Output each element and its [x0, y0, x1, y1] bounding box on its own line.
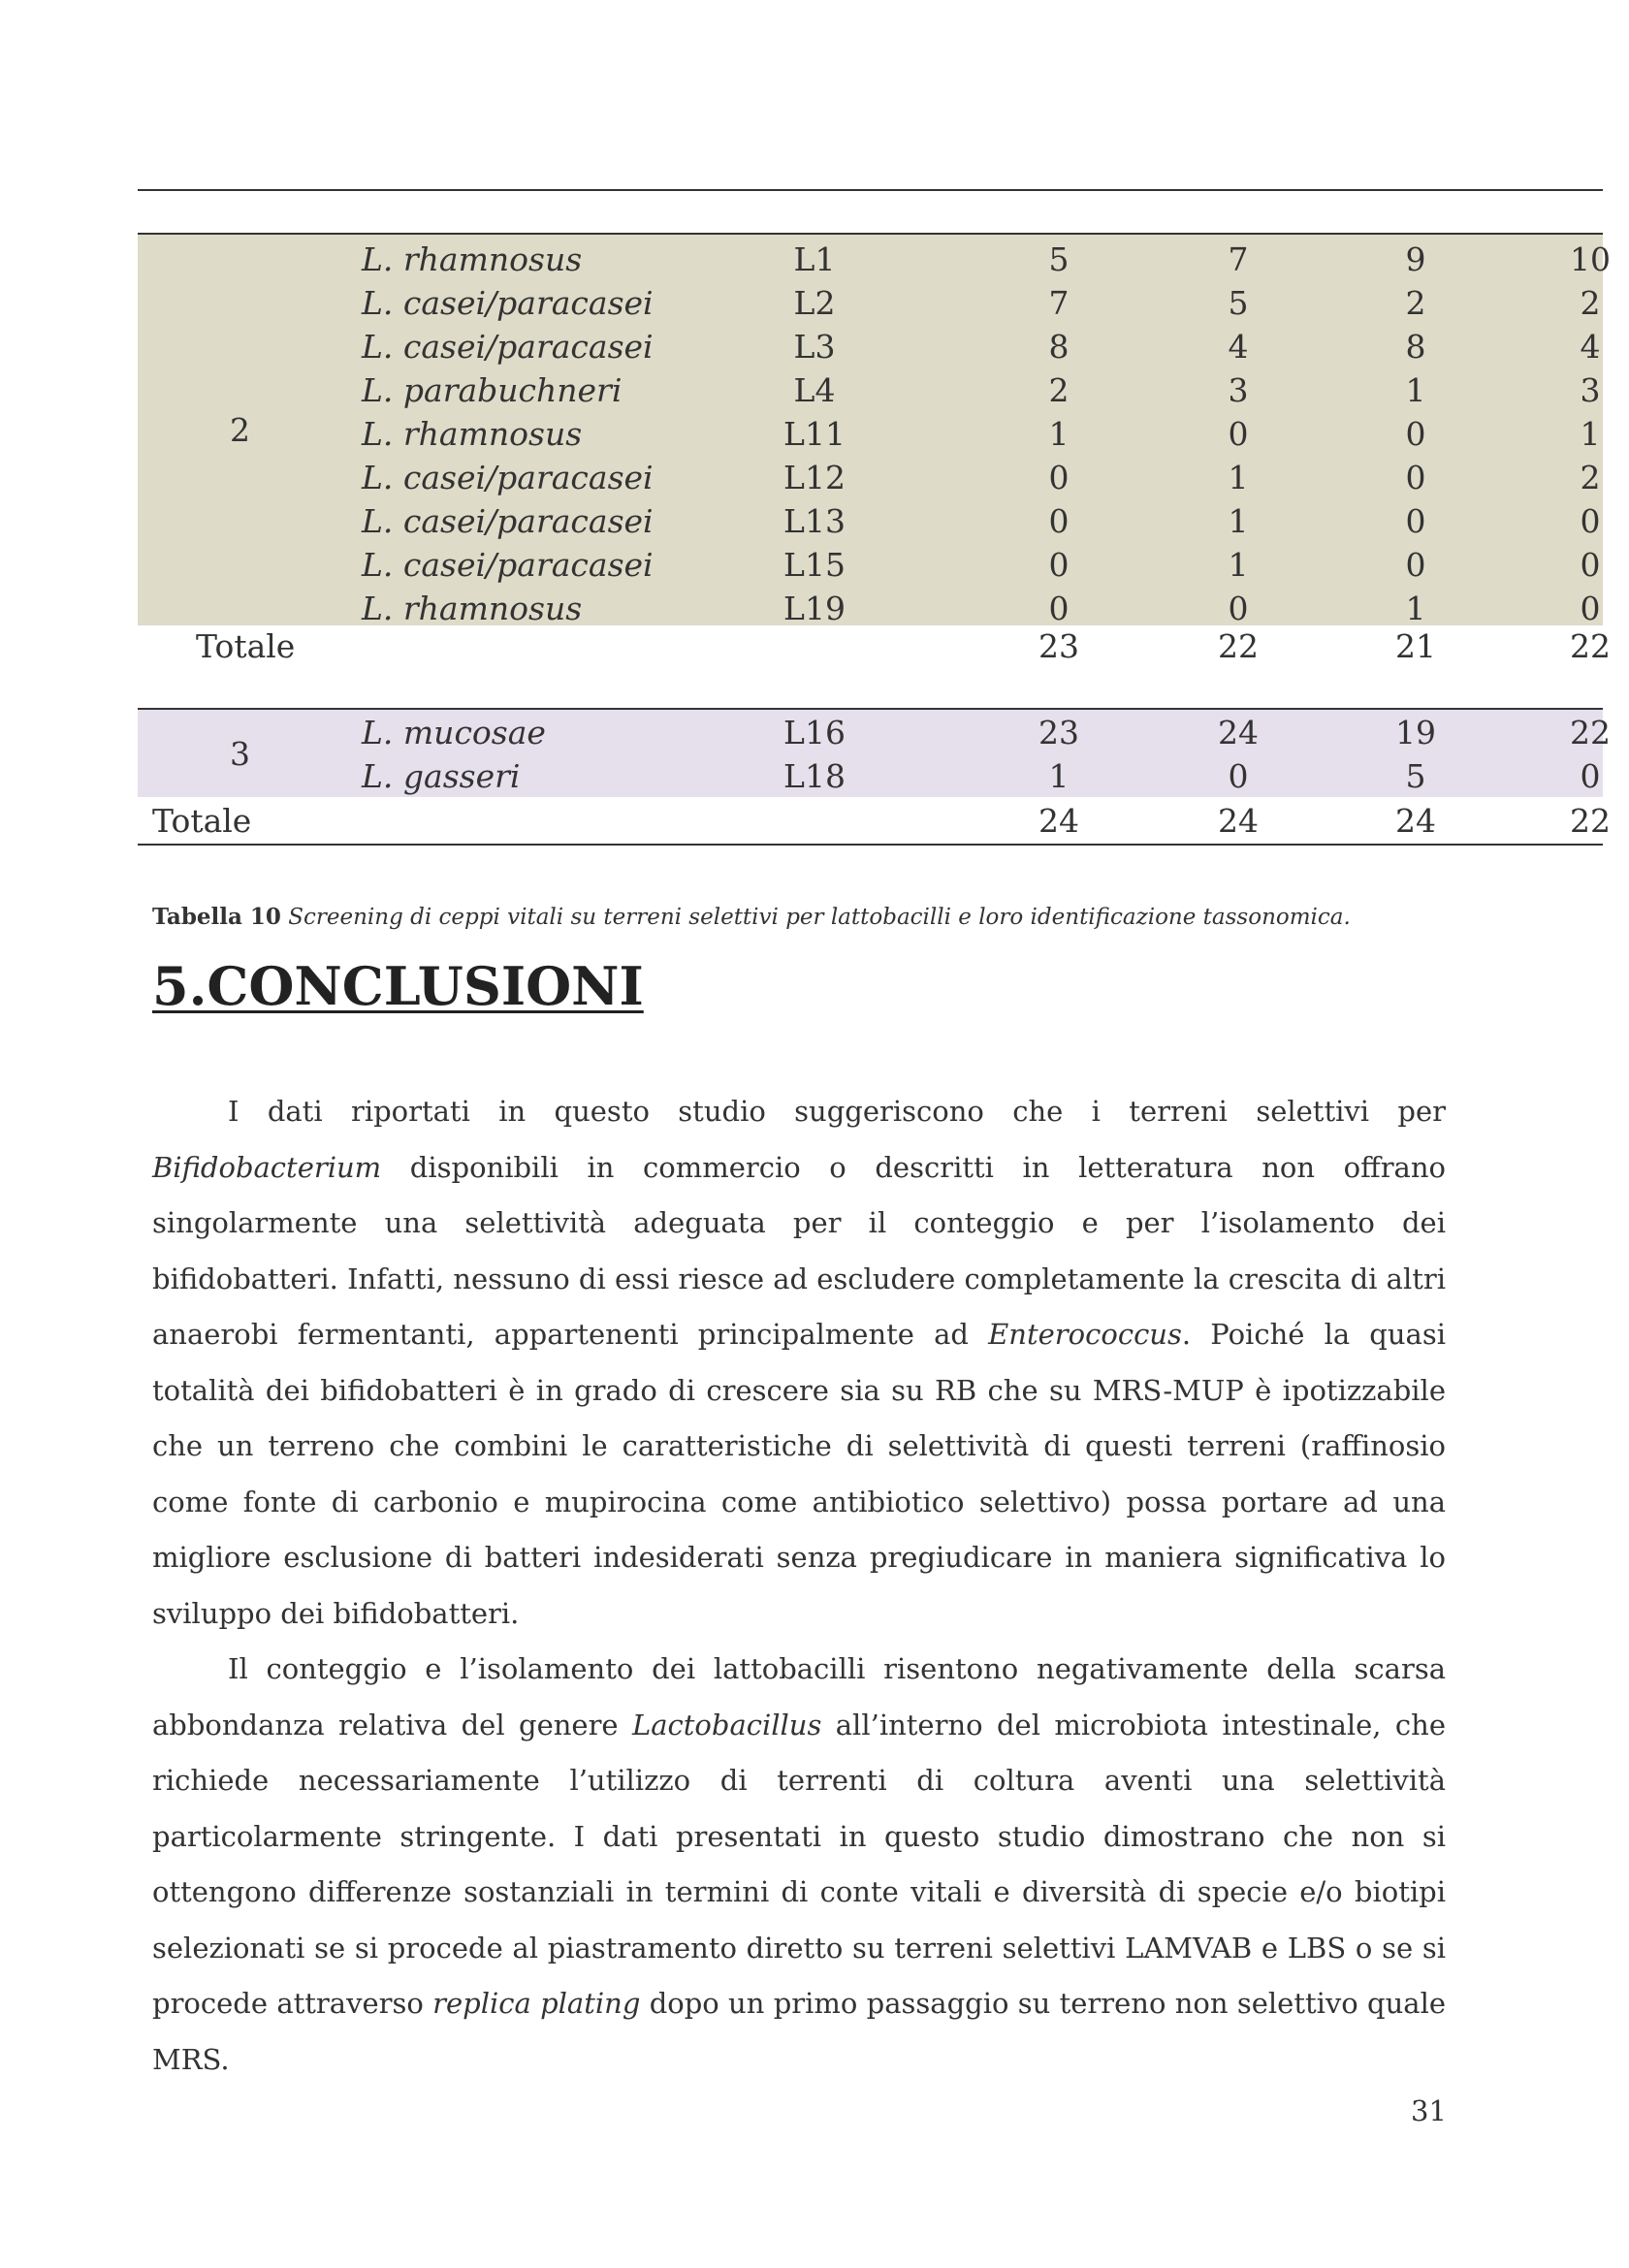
group-3-shaded-area [138, 710, 1611, 797]
text-run: disponibili in commercio o descritti in letteratura non offrano singolarmente una selettività adeguata per il conteggio e per l’isolamento dei bifidobatteri. Infatti, nessuno di essi riesce ad escludere completamente la crescita di altri anaerobi fermentanti, appartenenti principalmente ad [152, 1150, 1447, 1351]
species-cell: L. parabuchneri [362, 371, 623, 409]
text-run: dopo un primo passaggio su terreno non selettivo quale MRS. [152, 1987, 1447, 2076]
text-run: I dati riportati in questo studio suggeriscono che i terreni selettivi per [228, 1095, 1446, 1128]
table-row [138, 457, 1603, 499]
value-cell-2: 24 [1218, 714, 1259, 751]
species-cell: L. casei/paracasei [362, 328, 654, 366]
total-value-2: 22 [1218, 627, 1259, 665]
text-run: all’interno del microbiota intestinale, che richiede necessariamente l’utilizzo di terrenti di coltura aventi una selettività particolarmente stringente. I dati presentati in questo studio dimostrano che non si ottengono differenze sostanziali in termini di conte vitali e diversità di specie e/o biotipi selezionati se si procede al piastramento diretto su terreni selettivi LAMVAB e LBS o se si procede attraverso [152, 1708, 1446, 2020]
value-cell-3: 9 [1405, 240, 1426, 278]
section-heading: 5.CONCLUSIONI [152, 955, 644, 1017]
value-cell-4: 1 [1580, 415, 1601, 453]
value-cell-4: 0 [1580, 757, 1601, 795]
value-cell-4: 0 [1580, 502, 1601, 540]
table-row [138, 755, 1603, 798]
strain-code-cell: L19 [783, 590, 846, 627]
table-group-3 [138, 708, 1611, 797]
value-cell-2: 5 [1228, 284, 1249, 322]
strain-code-cell: L2 [793, 284, 836, 322]
value-cell-2: 7 [1228, 240, 1249, 278]
value-cell-3: 5 [1405, 757, 1426, 795]
species-cell: L. rhamnosus [362, 415, 583, 453]
value-cell-3: 2 [1405, 284, 1426, 322]
value-cell-4: 4 [1580, 328, 1601, 366]
value-cell-3: 1 [1405, 371, 1426, 409]
total-row [138, 800, 1611, 843]
table-caption [152, 904, 1351, 930]
value-cell-2: 1 [1228, 459, 1249, 496]
value-cell-2: 0 [1228, 590, 1249, 627]
italic-term: Lactobacillus [631, 1708, 822, 1741]
total-value-4: 22 [1570, 802, 1611, 840]
caption-text: Screening di ceppi vitali su terreni selettivi per lattobacilli e loro identificazione tassonomica. [288, 905, 1351, 930]
strain-code-cell: L11 [783, 415, 846, 453]
strain-code-cell: L3 [793, 328, 836, 366]
group-2-shaded-area [138, 235, 1611, 627]
page-number: 31 [1411, 2094, 1447, 2127]
value-cell-4: 10 [1570, 240, 1611, 278]
species-cell: L. casei/paracasei [362, 502, 654, 540]
total-row [138, 625, 1611, 668]
species-cell: L. rhamnosus [362, 240, 583, 278]
caption-label: Tabella 10 [152, 904, 281, 930]
value-cell-1: 23 [1038, 714, 1079, 751]
value-cell-1: 0 [1048, 546, 1070, 584]
table-row [138, 326, 1603, 368]
value-cell-2: 1 [1228, 502, 1249, 540]
italic-term: Bifidobacterium [152, 1150, 382, 1184]
value-cell-1: 1 [1048, 757, 1070, 795]
table-row [138, 500, 1603, 543]
species-cell: L. gasseri [362, 757, 521, 795]
species-cell: L. mucosae [362, 714, 546, 751]
value-cell-3: 0 [1405, 502, 1426, 540]
value-cell-4: 22 [1570, 714, 1611, 751]
table-bottom-rule [138, 844, 1603, 846]
value-cell-2: 1 [1228, 546, 1249, 584]
species-cell: L. casei/paracasei [362, 459, 654, 496]
table-row [138, 413, 1603, 456]
value-cell-1: 2 [1048, 371, 1070, 409]
value-cell-2: 0 [1228, 415, 1249, 453]
group-label: 3 [230, 735, 250, 773]
total-value-1: 23 [1038, 627, 1079, 665]
value-cell-3: 8 [1405, 328, 1426, 366]
table-row [138, 712, 1611, 754]
paragraph [152, 1642, 1446, 2088]
paragraph [152, 1084, 1446, 1642]
strain-code-cell: L13 [783, 502, 846, 540]
total-value-4: 22 [1570, 627, 1611, 665]
value-cell-2: 0 [1228, 757, 1249, 795]
value-cell-1: 0 [1048, 590, 1070, 627]
strain-code-cell: L12 [783, 459, 846, 496]
total-value-3: 24 [1395, 802, 1436, 840]
table-top-rule [138, 189, 1603, 191]
value-cell-1: 1 [1048, 415, 1070, 453]
strain-code-cell: L15 [783, 546, 846, 584]
total-label: Totale [196, 627, 296, 665]
value-cell-1: 5 [1048, 240, 1070, 278]
value-cell-4: 2 [1580, 284, 1601, 322]
value-cell-1: 0 [1048, 459, 1070, 496]
species-cell: L. casei/paracasei [362, 546, 654, 584]
total-value-1: 24 [1038, 802, 1079, 840]
value-cell-4: 0 [1580, 546, 1601, 584]
value-cell-4: 3 [1580, 371, 1601, 409]
italic-term: Enterococcus [988, 1318, 1182, 1351]
species-cell: L. casei/paracasei [362, 284, 654, 322]
group-label: 2 [230, 411, 250, 449]
table-row [138, 282, 1603, 325]
strain-code-cell: L18 [783, 757, 846, 795]
table-row [138, 588, 1603, 630]
strain-code-cell: L1 [793, 240, 836, 278]
value-cell-3: 0 [1405, 546, 1426, 584]
text-run: . Poiché la quasi totalità dei bifidobatteri è in grado di crescere sia su RB che su MRS-MUP è ipotizzabile che un terreno che combini le caratteristiche di selettività di questi terreni (raffinosio come fonte di carbonio e mupirocina come antibiotico selettivo) possa portare ad una migliore esclusione di batteri indesiderati senza pregiudicare in maniera significativa lo sviluppo dei bifidobatteri. [152, 1318, 1446, 1630]
species-cell: L. rhamnosus [362, 590, 583, 627]
value-cell-4: 2 [1580, 459, 1601, 496]
table-row [138, 369, 1603, 412]
value-cell-1: 8 [1048, 328, 1070, 366]
value-cell-2: 4 [1228, 328, 1249, 366]
table-row [138, 544, 1603, 587]
table-group-2 [138, 233, 1611, 627]
strain-code-cell: L16 [783, 714, 846, 751]
total-value-2: 24 [1218, 802, 1259, 840]
value-cell-3: 1 [1405, 590, 1426, 627]
strain-code-cell: L4 [793, 371, 836, 409]
value-cell-1: 0 [1048, 502, 1070, 540]
table-row [138, 239, 1611, 281]
text-run: Il conteggio e l’isolamento dei lattobacilli risentono negativamente della scarsa abbondanza relativa del genere [152, 1652, 1446, 1741]
value-cell-3: 0 [1405, 415, 1426, 453]
total-value-3: 21 [1395, 627, 1436, 665]
body-text [152, 1084, 1446, 2088]
value-cell-1: 7 [1048, 284, 1070, 322]
total-label: Totale [152, 802, 252, 840]
value-cell-3: 0 [1405, 459, 1426, 496]
italic-term: replica plating [432, 1987, 641, 2020]
value-cell-2: 3 [1228, 371, 1249, 409]
value-cell-3: 19 [1395, 714, 1436, 751]
value-cell-4: 0 [1580, 590, 1601, 627]
